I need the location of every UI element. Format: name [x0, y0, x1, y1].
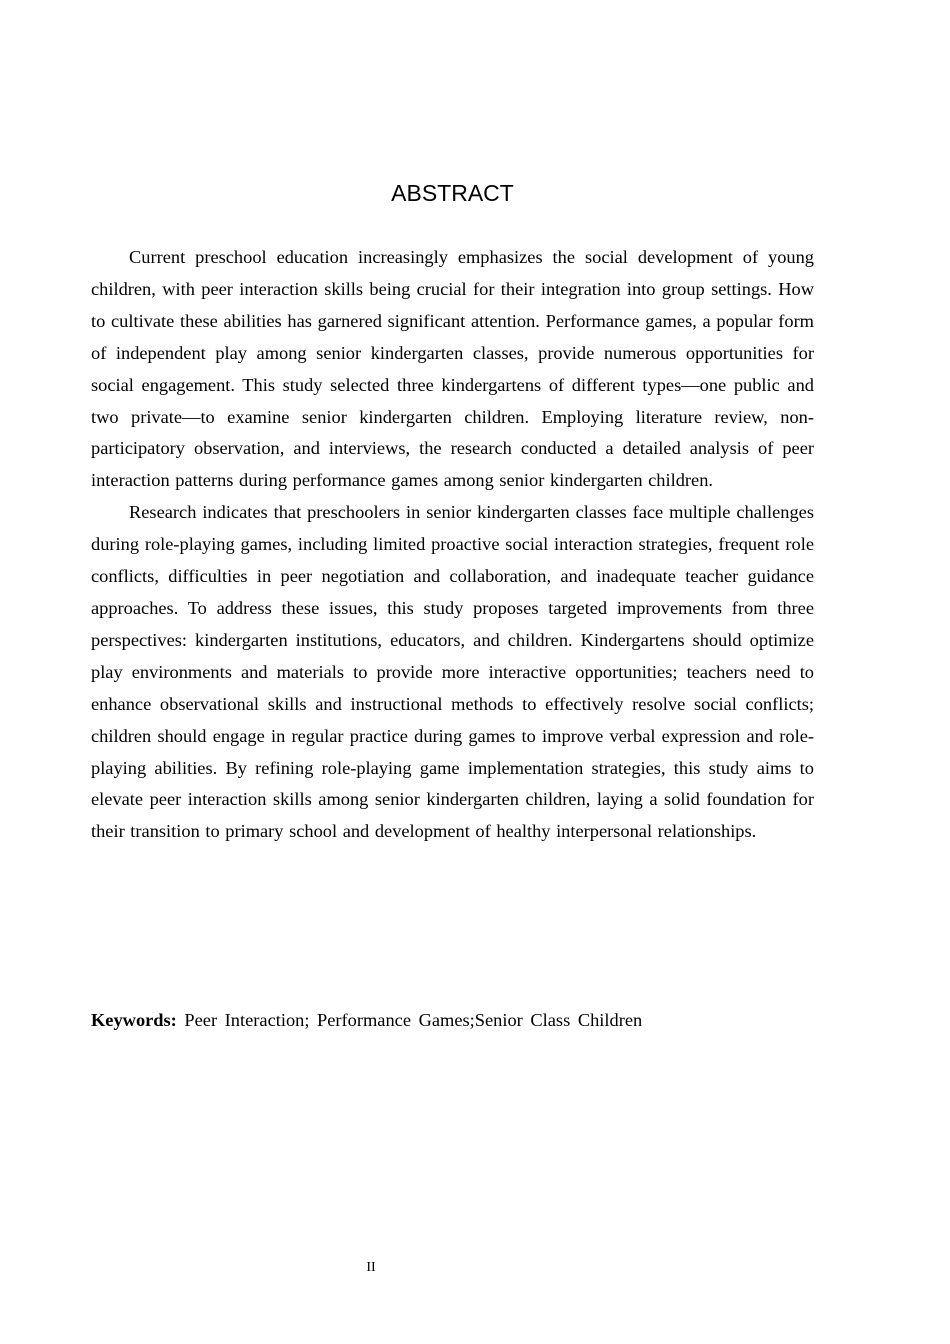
abstract-title: ABSTRACT [391, 180, 514, 206]
keywords-label: Keywords: [91, 1010, 177, 1030]
page-number: II [366, 1260, 376, 1275]
keywords-line [91, 1005, 814, 1035]
abstract-paragraph-1: Current preschool education increasingly emphasizes the social development of young children, with peer interaction skills being crucial for their integration into group settings. How to cultivate these abilities has garnered significant attention. Performance games, a popular form of independent play among senior kindergarten classes, provide numerous opportunities for social engagement. This study selected three kindergartens of different types—one public and two private—to examine senior kindergarten children. Employing literature review, non-participatory observation, and interviews, the research conducted a detailed analysis of peer interaction patterns during performance games among senior kindergarten children. [91, 247, 814, 491]
keywords-text: Peer Interaction; Performance Games;Senior Class Children [176, 1010, 643, 1030]
abstract-paragraph-2: Research indicates that preschoolers in senior kindergarten classes face multiple challenges during role-playing games, including limited proactive social interaction strategies, frequent role conflicts, difficulties in peer negotiation and collaboration, and inadequate teacher guidance approaches. To address these issues, this study proposes targeted improvements from three perspectives: kindergarten institutions, educators, and children. Kindergartens should optimize play environments and materials to provide more interactive opportunities; teachers need to enhance observational skills and instructional methods to effectively resolve social conflicts; children should engage in regular practice during games to improve verbal expression and role-playing abilities. By refining role-playing game implementation strategies, this study aims to elevate peer interaction skills among senior kindergarten children, laying a solid foundation for their transition to primary school and development of healthy interpersonal relationships. [91, 502, 814, 842]
abstract-body [91, 242, 814, 848]
